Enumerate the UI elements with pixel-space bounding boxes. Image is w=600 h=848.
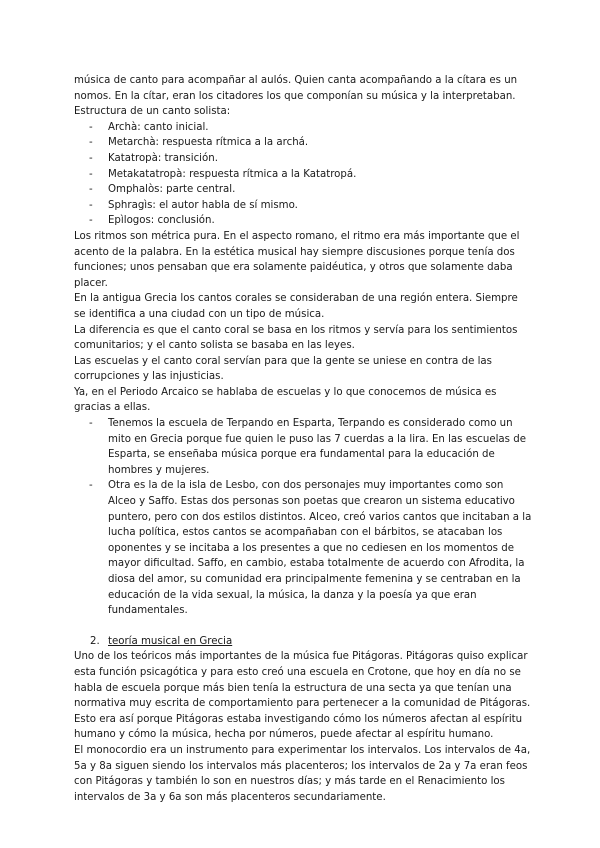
schools-list [74, 416, 532, 619]
intro-paragraph: música de canto para acompañar al aulós. Quien canta acompañando a la cítara es un nomos. En la cítar, eran los citadores los que componían su música y la interpretaban. [74, 75, 518, 102]
section-title: teoría musical en Grecia [108, 635, 233, 647]
paragraph-rhythms: Los ritmos son métrica pura. En el aspecto romano, el ritmo era más importante que el acento de la palabra. En la estética musical hay siempre discusiones porque tenía dos funciones; unos pensaban que era solamente paidéutica, y otros que solamente daba placer. [74, 230, 520, 289]
list-item: - Epìlogos: conclusión. [74, 213, 532, 229]
paragraph-schools: Las escuelas y el canto coral servían para que la gente se uniese en contra de las corrupciones y las injusticias. [74, 355, 492, 383]
structure-label: Estructura de un canto solista: [74, 106, 231, 118]
list-item: - Katatropà: transición. [74, 151, 532, 167]
section-number: 2. [90, 635, 100, 647]
list-item: - Otra es la de la isla de Lesbo, con dos personajes muy importantes como son Alceo y Saffo. Estas dos personas son poetas que crearon un sistema educativo puntero, pero con dos estilos distintos. Alceo, creó varios cantos que incitaban a la lucha política, estos cantos se acompañaban con el bárbitos, se atacaban los oponentes y se incitaba a los presentes a que no cediesen en los momentos de mayor dificultad. Saffo, en cambio, estaba totalmente de acuerdo con Afrodita, la diosa del amor, su comunidad era principalmente femenina y se centraban en la educación de la vida sexual, la música, la danza y la poesía ya que eran fundamentales. [74, 478, 532, 618]
paragraph-choral-cantos: En la antigua Grecia los cantos corales se consideraban de una región entera. Siempre se identifica a una ciudad con un tipo de música. [74, 293, 518, 320]
paragraph-archaic: Ya, en el Periodo Arcaico se hablaba de escuelas y lo que conocemos de música es gracias a ellas. [74, 386, 497, 414]
list-item: - Archà: canto inicial. [74, 120, 532, 136]
list-item: - Metakatatropà: respuesta rítmica a la Katatropá. [74, 167, 532, 183]
list-item: - Omphalòs: parte central. [74, 182, 532, 198]
list-item: - Tenemos la escuela de Terpando en Esparta, Terpando es considerado como un mito en Grecia porque fue quien le puso las 7 cuerdas a la lira. En las escuelas de Esparta, se enseñaba música porque era fundamental para la educación de hombres y mujeres. [74, 416, 532, 478]
section-heading [74, 634, 532, 650]
paragraph-pythagoras: Uno de los teóricos más importantes de la música fue Pitágoras. Pitágoras quiso explicar esta función psicagótica y para esto creó una escuela en Crotone, que hoy en día no se habla de escuela porque más bien tenía la estructura de una secta ya que tenían una normativa muy escrita de comportamiento para pertenecer a la comunidad de Pitágoras. Esto era así porque Pitágoras estaba investigando cómo los números afectan al espíritu humano y cómo la música, hecha por números, puede afectar al espíritu humano. [74, 651, 531, 741]
document-body [74, 73, 532, 805]
list-item: - Sphragìs: el autor habla de sí mismo. [74, 198, 532, 214]
paragraph-monochord: El monocordio era un instrumento para experimentar los intervalos. Los intervalos de 4a, 5a y 8a siguen siendo los intervalos más placenteros; los intervalos de 2a y 7a eran feos con Pitágoras y también lo son en nuestros días; y más tarde en el Renacimiento los intervalos de 3a y 6a son más placenteros secundariamente. [74, 744, 531, 803]
paragraph-difference: La diferencia es que el canto coral se basa en los ritmos y servía para los sentimientos comunitarios; y el canto solista se basaba en las leyes. [74, 324, 518, 352]
list-item: - Metarchà: respuesta rítmica a la archá. [74, 135, 532, 151]
structure-list [74, 120, 532, 229]
